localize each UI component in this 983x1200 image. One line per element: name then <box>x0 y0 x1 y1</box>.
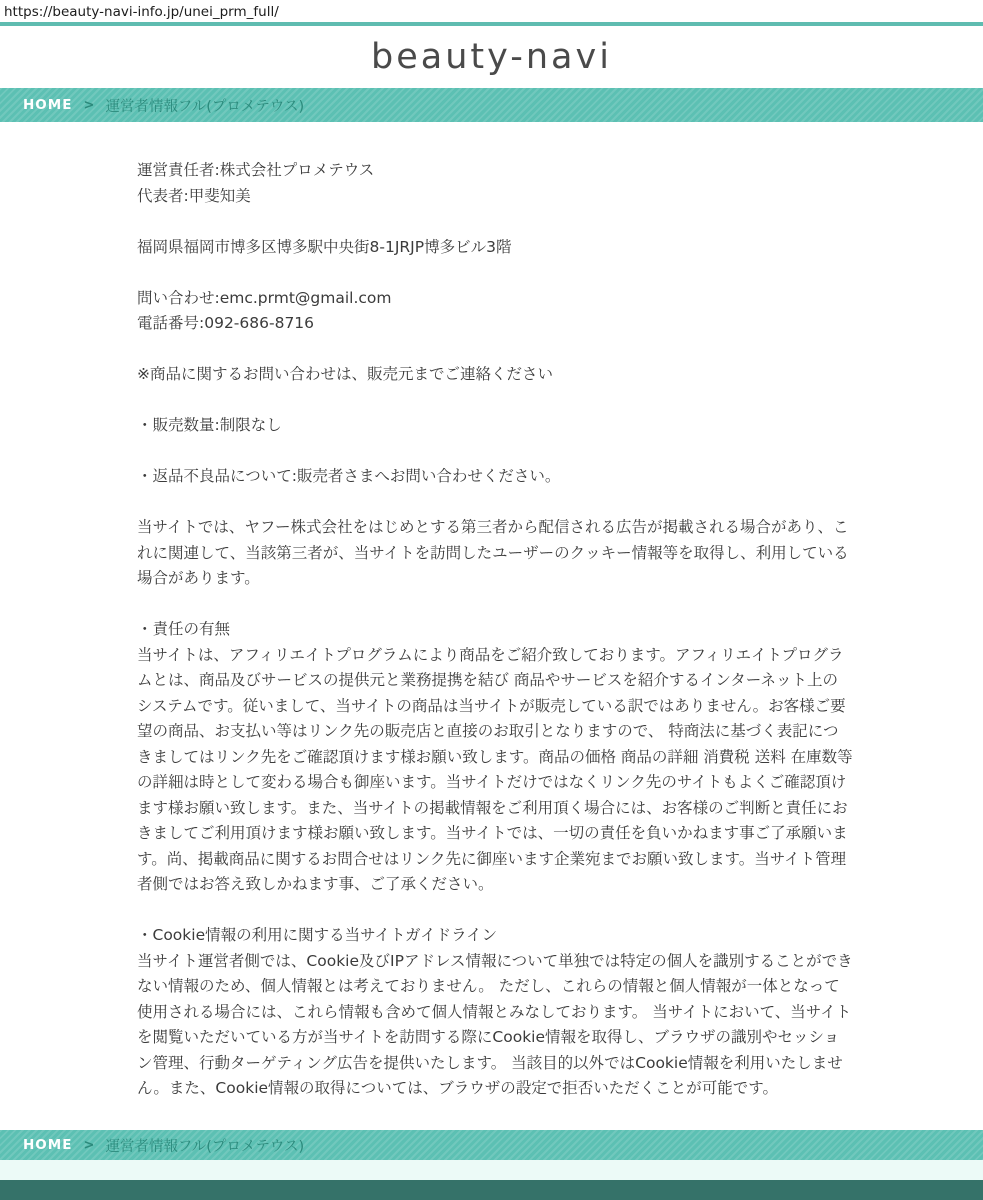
text-block <box>137 286 853 337</box>
text-line: ※商品に関するお問い合わせは、販売元までご連絡ください <box>137 365 553 383</box>
text-block <box>137 235 853 261</box>
text-line: ・返品不良品について:販売者さまへお問い合わせください。 <box>137 467 561 485</box>
text-line: ・Cookie情報の利用に関する当サイトガイドライン <box>137 926 498 944</box>
breadcrumb-separator: > <box>83 1137 95 1153</box>
page-url-text: https://beauty-navi-info.jp/unei_prm_full/ <box>0 0 983 22</box>
breadcrumb-current-page: 運営者情報フル(プロメテウス) <box>105 1138 305 1155</box>
text-block <box>137 515 853 592</box>
footer-mint-strip <box>0 1160 983 1180</box>
text-line: 当サイトでは、ヤフー株式会社をはじめとする第三者から配信される広告が掲載される場合があり、これに関連して、当該第三者が、当サイトを訪問したユーザーのクッキー情報等を取得し、利用している場合があります。 <box>137 518 849 587</box>
text-block <box>137 158 853 209</box>
text-block <box>137 617 853 898</box>
site-title: beauty-navi <box>371 37 612 77</box>
text-block <box>137 464 853 490</box>
text-line: 当サイトは、アフィリエイトプログラムにより商品をご紹介致しております。アフィリエイトプログラムとは、商品及びサービスの提供元と業務提携を結び 商品やサービスを紹介するインターネット上のシステムです。従いまして、当サイトの商品は当サイトが販売している訳ではありません。お客様ご要望の商品、お支払い等はリンク先の販売店と直接のお取引となりますので、 特商法に基づく表記につきましてはリンク先をご確認頂けます様お願い致します。商品の価格 商品の詳細 消費税 送料 在庫数等の詳細は時として変わる場合も御座います。当サイトだけではなくリンク先のサイトもよくご確認頂けます様お願い致します。また、当サイトの掲載情報をご利用頂く場合には、お客様のご判断と責任におきましてご利用頂けます様お願い致します。当サイトでは、一切の責任を負いかねます事ご了承願います。尚、掲載商品に関するお問合せはリンク先に御座います企業宛までお願い致します。当サイト管理者側ではお答え致しかねます事、ご了承ください。 <box>137 645 853 893</box>
breadcrumb-current-page: 運営者情報フル(プロメテウス) <box>105 98 305 115</box>
text-line: 当サイト運営者側では、Cookie及びIPアドレス情報について単独では特定の個人を識別することができない情報のため、個人情報とは考えておりません。 ただし、これらの情報と個人情報が一体となって使用される場合には、これら情報も含めて個人情報とみなしております。 当サイトにおいて、当サイトを閲覧いただいている方が当サイトを訪問する際にCookie情報を取得し、ブラウザの識別やセッション管理、行動ターゲティング広告を提供いたします。 当該目的以外ではCookie情報を利用いたしません。また、Cookie情報の取得については、ブラウザの設定で拒否いただくことが可能です。 <box>137 951 853 1097</box>
breadcrumb-home-link[interactable]: HOME <box>23 1137 73 1153</box>
page-footer-bar <box>0 1180 983 1200</box>
breadcrumb-home-link[interactable]: HOME <box>23 97 73 113</box>
site-header <box>0 26 983 88</box>
content-area <box>0 122 983 1130</box>
breadcrumb-separator: > <box>83 97 95 113</box>
text-line: 運営責任者:株式会社プロメテウス <box>137 161 375 179</box>
text-block <box>137 923 853 1102</box>
text-line: 電話番号:092-686-8716 <box>137 314 315 332</box>
text-block <box>137 362 853 388</box>
breadcrumb-top <box>0 88 983 122</box>
text-line: ・販売数量:制限なし <box>137 416 282 434</box>
text-line: ・責任の有無 <box>137 620 231 638</box>
text-line: 代表者:甲斐知美 <box>137 186 251 205</box>
text-block <box>137 413 853 439</box>
text-line: 問い合わせ:emc.prmt@gmail.com <box>137 288 392 307</box>
text-line: 福岡県福岡市博多区博多駅中央街8-1JRJP博多ビル3階 <box>137 237 512 256</box>
breadcrumb-bottom <box>0 1130 983 1160</box>
